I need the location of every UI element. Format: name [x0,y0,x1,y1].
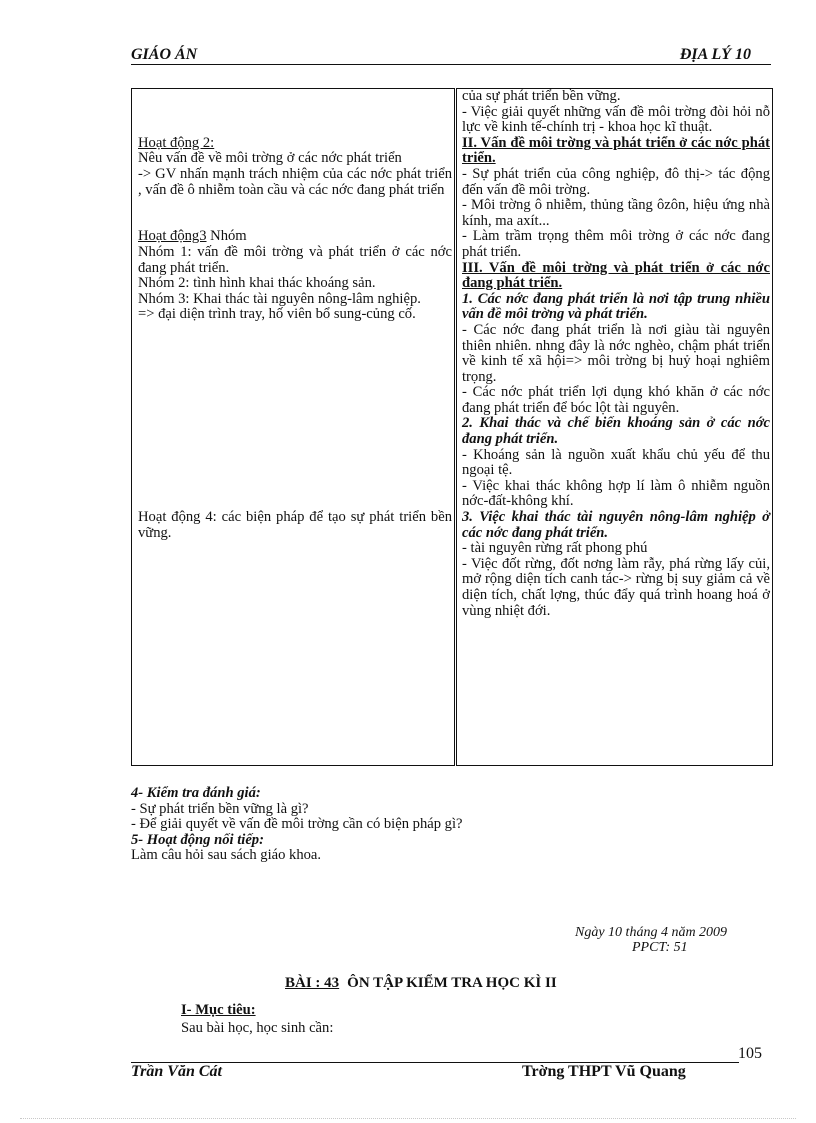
subsection-1: 1. Các nớc đang phát triển là nơi tập trung nhiều vấn đề môi trờng và phát triển. [462,290,770,323]
activity-3-line: Nhóm 1: vấn đề môi trờng và phát triển ở các nớc đang phát triển. [138,243,452,276]
followup-text: Làm câu hỏi sau sách giáo khoa. [131,847,322,864]
activity-2-line: -> GV nhấn mạnh trách nhiệm của các nớc phát triển , vấn đề ô nhiễm toàn cầu và các nớc đang phát triển [138,165,452,198]
assessment-section [131,786,771,864]
content-text: - Môi trờng ô nhiễm, thủng tầng ôzôn, hiệu ứng nhà kính, ma axít... [462,197,770,229]
followup-heading: 5- Hoạt động nối tiếp: [131,831,264,848]
lesson-name: ÔN TẬP KIỂM TRA HỌC KÌ II [347,975,557,991]
activity-4: Hoạt động 4: các biện pháp để tạo sự phát triển bền vững. [138,509,452,541]
objective-title: I- Mục tiêu: [181,1002,256,1018]
content-text: - Khoáng sản là nguồn xuất khẩu chủ yếu để thu ngoại tệ. [462,446,770,479]
content-text: - Các nớc phát triển lợi dụng khó khăn ở các nớc đang phát triển để bóc lột tài nguyên. [462,384,770,416]
objective-text: Sau bài học, học sinh cần: [181,1020,334,1036]
content-text: của sự phát triển bền vững. [462,88,621,104]
activity-3-line: => đại diện trình tray, hố viên bổ sung-củng cố. [138,306,416,323]
content-text: - Việc giải quyết những vấn đề môi trờng đòi hỏi nỗ lực về kinh tế-chính trị - khoa học kĩ thuật. [462,103,770,136]
lesson-date: Ngày 10 tháng 4 năm 2009 [575,925,728,940]
activity-3-line: Nhóm 2: tình hình khai thác khoáng sản. [138,275,376,292]
page-header [131,46,771,65]
lesson-title [285,975,557,992]
assessment-question: - Để giải quyết về vấn đề môi trờng cần có biện pháp gì? [131,816,463,833]
assessment-heading: 4- Kiểm tra đánh giá: [131,785,261,801]
subsection-3: 3. Việc khai thác tài nguyên nông-lâm nghiệp ở các nớc đang phát triển. [462,509,770,541]
footer-author: Trần Văn Cát [131,1063,222,1080]
section-heading-2: II. Vấn đề môi trờng và phát triển ở các nớc phát triển. [462,134,770,167]
section-heading-3: III. Vấn đề môi trờng và phát triển ở các nớc đang phát triển. [462,259,770,292]
header-left: GIÁO ÁN [131,46,198,63]
ppct-number: PPCT: 51 [632,940,688,955]
activity-3-line: Nhóm 3: Khai thác tài nguyên nông-lâm nghiệp. [138,290,421,307]
activity-2-title: Hoạt động 2: [138,134,215,151]
activities-column [132,89,456,766]
page-edge [20,1118,796,1119]
content-text: - Làm trầm trọng thêm môi trờng ở các nớc đang phát triển. [462,228,770,260]
content-text: - Các nớc đang phát triển là nơi giàu tài nguyên thiên nhiên. nhng đây là nớc nghèo, chậm phát triển về kinh tế xã hội=> môi trờng bị huỷ hoại nghiêm trọng. [462,321,770,385]
lesson-number: BÀI : 43 [285,975,340,991]
lesson-table [131,88,773,766]
assessment-question: - Sự phát triển bền vững là gì? [131,800,309,817]
content-text: - Việc đốt rừng, đốt nơng làm rẫy, phá rừng lấy củi, mở rộng diện tích canh tác-> rừng bị suy giảm cả về diện tích, chất lợng, thúc đẩy quá trình hoang hoá ở vùng nhiệt đới. [462,555,770,619]
footer-school: Trờng THPT Vũ Quang [522,1063,686,1080]
activity-2-line: Nêu vấn đề về môi trờng ở các nớc phát triển [138,150,402,167]
activity-3-title: Hoạt động3 [138,228,207,245]
content-text: - Sự phát triển của công nghiệp, đô thị-> tác động đến vấn đề môi trờng. [462,165,770,198]
header-right: ĐỊA LÝ 10 [679,46,751,63]
content-text: - tài nguyên rừng rất phong phú [462,540,648,557]
content-column [456,89,773,766]
subsection-2: 2. Khai thác và chế biến khoáng sản ở các nớc đang phát triển. [462,415,770,448]
page-number: 105 [738,1045,762,1062]
activity-3-suffix: Nhóm [206,228,247,245]
content-text: - Việc khai thác không hợp lí làm ô nhiễm nguồn nớc-đất-không khí. [462,477,770,510]
